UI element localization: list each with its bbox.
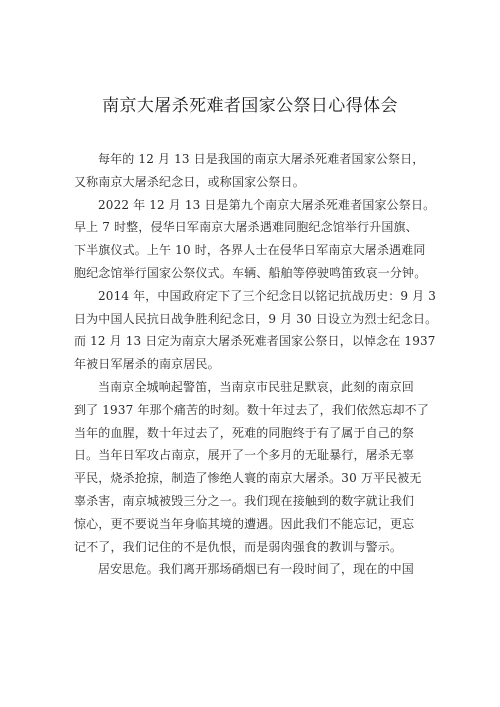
paragraph-line: 当年的血腥，数十年过去了，死难的同胞终于有了属于自己的祭 [74,425,415,440]
paragraph-line: 日。当年日军攻占南京，展开了一个多月的无耻暴行，屠杀无辜 [74,448,415,463]
paragraph-line: 胞纪念馆举行国家公祭仪式。车辆、船舶等停驶鸣笛致哀一分钟。 [74,265,427,280]
paragraph-line: 当南京全城响起警笛，当南京市民驻足默哀，此刻的南京回 [98,379,414,394]
paragraph-line: 2022 年 12 月 13 日是第九个南京大屠杀死难者国家公祭日。 [98,197,436,212]
paragraph-line: 每年的 12 月 13 日是我国的南京大屠杀死难者国家公祭日， [98,152,425,166]
paragraph-line: 又称南京大屠杀纪念日，或称国家公祭日。 [74,174,305,189]
paragraph-line: 惊心，更不要说当年身临其境的遭遇。因此我们不能忘记，更忘 [74,516,415,531]
document-body [74,148,436,581]
paragraph-line: 日为中国人民抗日战争胜利纪念日，9 月 30 日设立为烈士纪念日。 [74,311,438,326]
paragraph-line: 到了 1937 年那个痛苦的时刻。数十年过去了，我们依然忘却不了 [74,402,429,417]
document-title: 南京大屠杀死难者国家公祭日心得体会 [102,96,398,116]
paragraph-line: 平民，烧杀抢掠，制造了惨绝人寰的南京大屠杀。30 万平民被无 [74,471,422,486]
paragraph-line: 年被日军屠杀的南京居民。 [74,357,220,372]
paragraph-line: 记不了，我们记住的不是仇恨，而是弱肉强食的教训与警示。 [74,539,403,554]
paragraph-line: 早上 7 时整，侵华日军南京大屠杀遇难同胞纪念馆举行升国旗、 [74,220,418,235]
paragraph-line: 居安思危。我们离开那场硝烟已有一段时间了，现在的中国 [98,562,414,577]
paragraph-line: 下半旗仪式。上午 10 时，各界人士在侵华日军南京大屠杀遇难同 [74,243,426,258]
paragraph-line: 辜杀害，南京城被毁三分之一。我们现在接触到的数字就让我们 [74,493,415,508]
paragraph-line: 而 12 月 13 日定为南京大屠杀死难者国家公祭日，以悼念在 1937 [74,334,436,349]
paragraph-line: 2014 年，中国政府定下了三个纪念日以铭记抗战历史：9 月 3 [98,288,437,303]
